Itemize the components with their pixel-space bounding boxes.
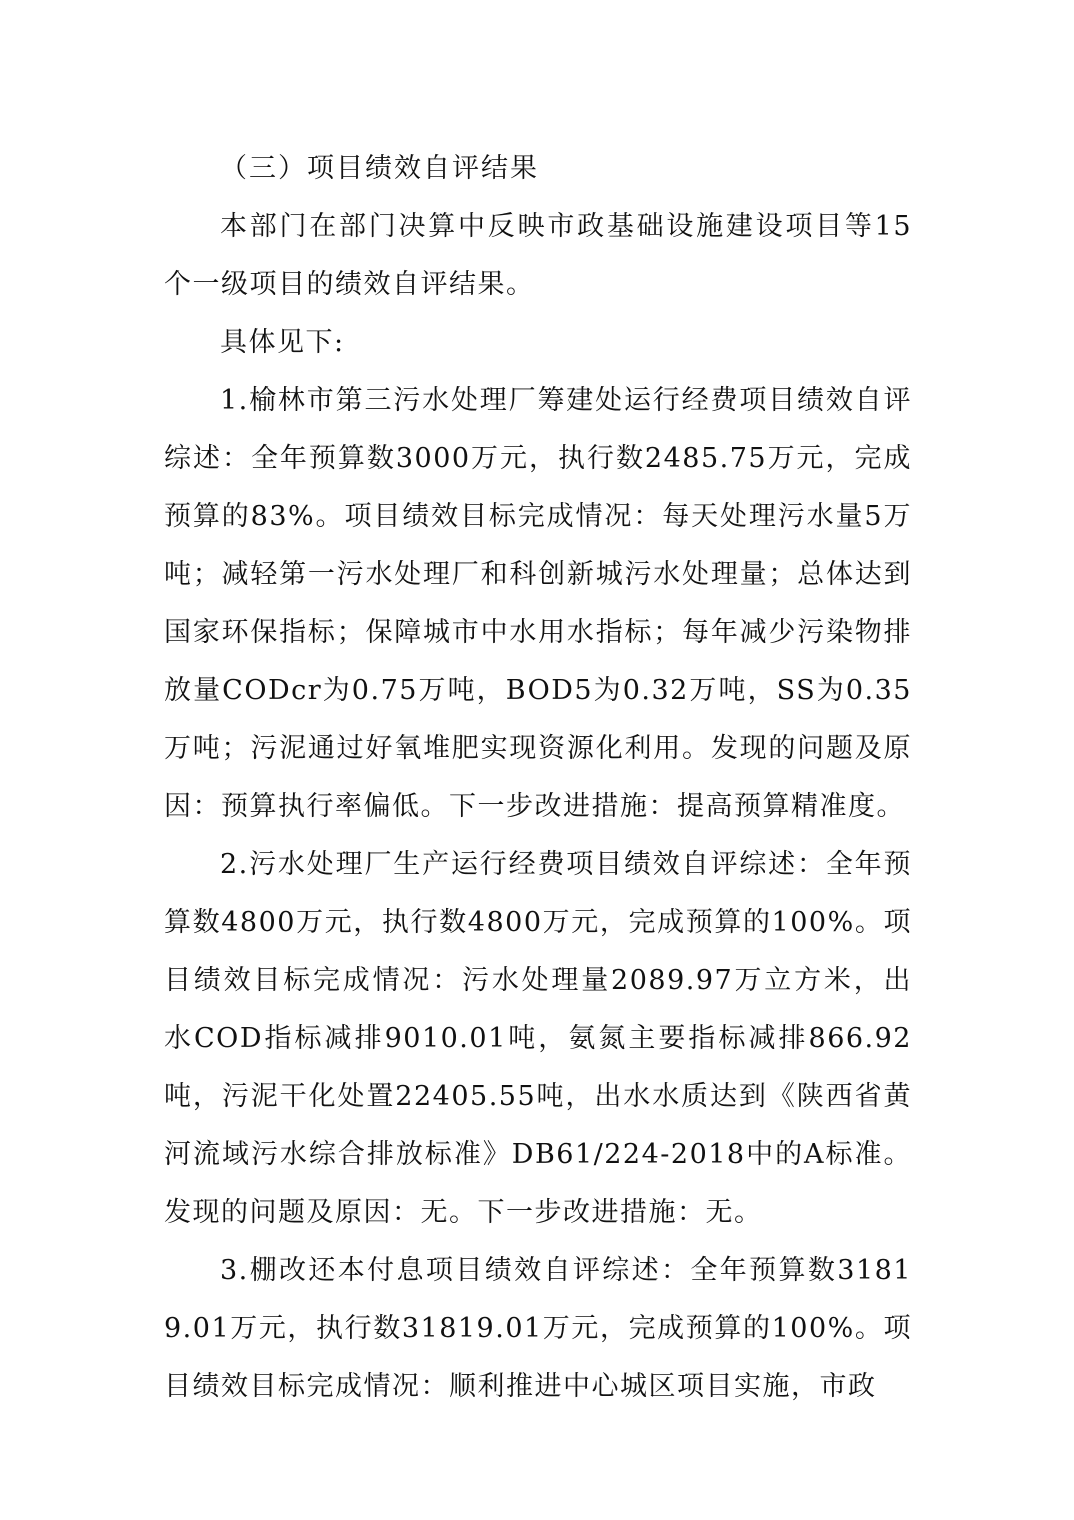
details-lead-paragraph: 具体见下: [220, 327, 345, 358]
section-heading: （三）项目绩效自评结果 [220, 153, 539, 184]
document-body [164, 140, 912, 1416]
intro-paragraph: 本部门在部门决算中反映市政基础设施建设项目等15个一级项目的绩效自评结果。 [164, 211, 912, 300]
project-2-paragraph: 2.污水处理厂生产运行经费项目绩效自评综述：全年预算数4800万元，执行数4800万元，完成预算的100%。项目绩效目标完成情况：污水处理量2089.97万立方米，出水COD指标减排9010.01吨，氨氮主要指标减排866.92吨，污泥干化处置22405.55吨，出水水质达到《陕西省黄河流域污水综合排放标准》DB61/224-2018中的A标准。发现的问题及原因：无。下一步改进措施：无。 [164, 849, 912, 1228]
project-3-paragraph: 3.棚改还本付息项目绩效自评综述：全年预算数31819.01万元，执行数31819.01万元，完成预算的100%。项目绩效目标完成情况：顺利推进中心城区项目实施，市政 [164, 1255, 912, 1402]
project-1-paragraph: 1.榆林市第三污水处理厂筹建处运行经费项目绩效自评综述：全年预算数3000万元，执行数2485.75万元，完成预算的83%。项目绩效目标完成情况：每天处理污水量5万吨；减轻第一污水处理厂和科创新城污水处理量；总体达到国家环保指标；保障城市中水用水指标；每年减少污染物排放量CODcr为0.75万吨，BOD5为0.32万吨，SS为0.35万吨；污泥通过好氧堆肥实现资源化利用。发现的问题及原因：预算执行率偏低。下一步改进措施：提高预算精准度。 [164, 385, 912, 822]
